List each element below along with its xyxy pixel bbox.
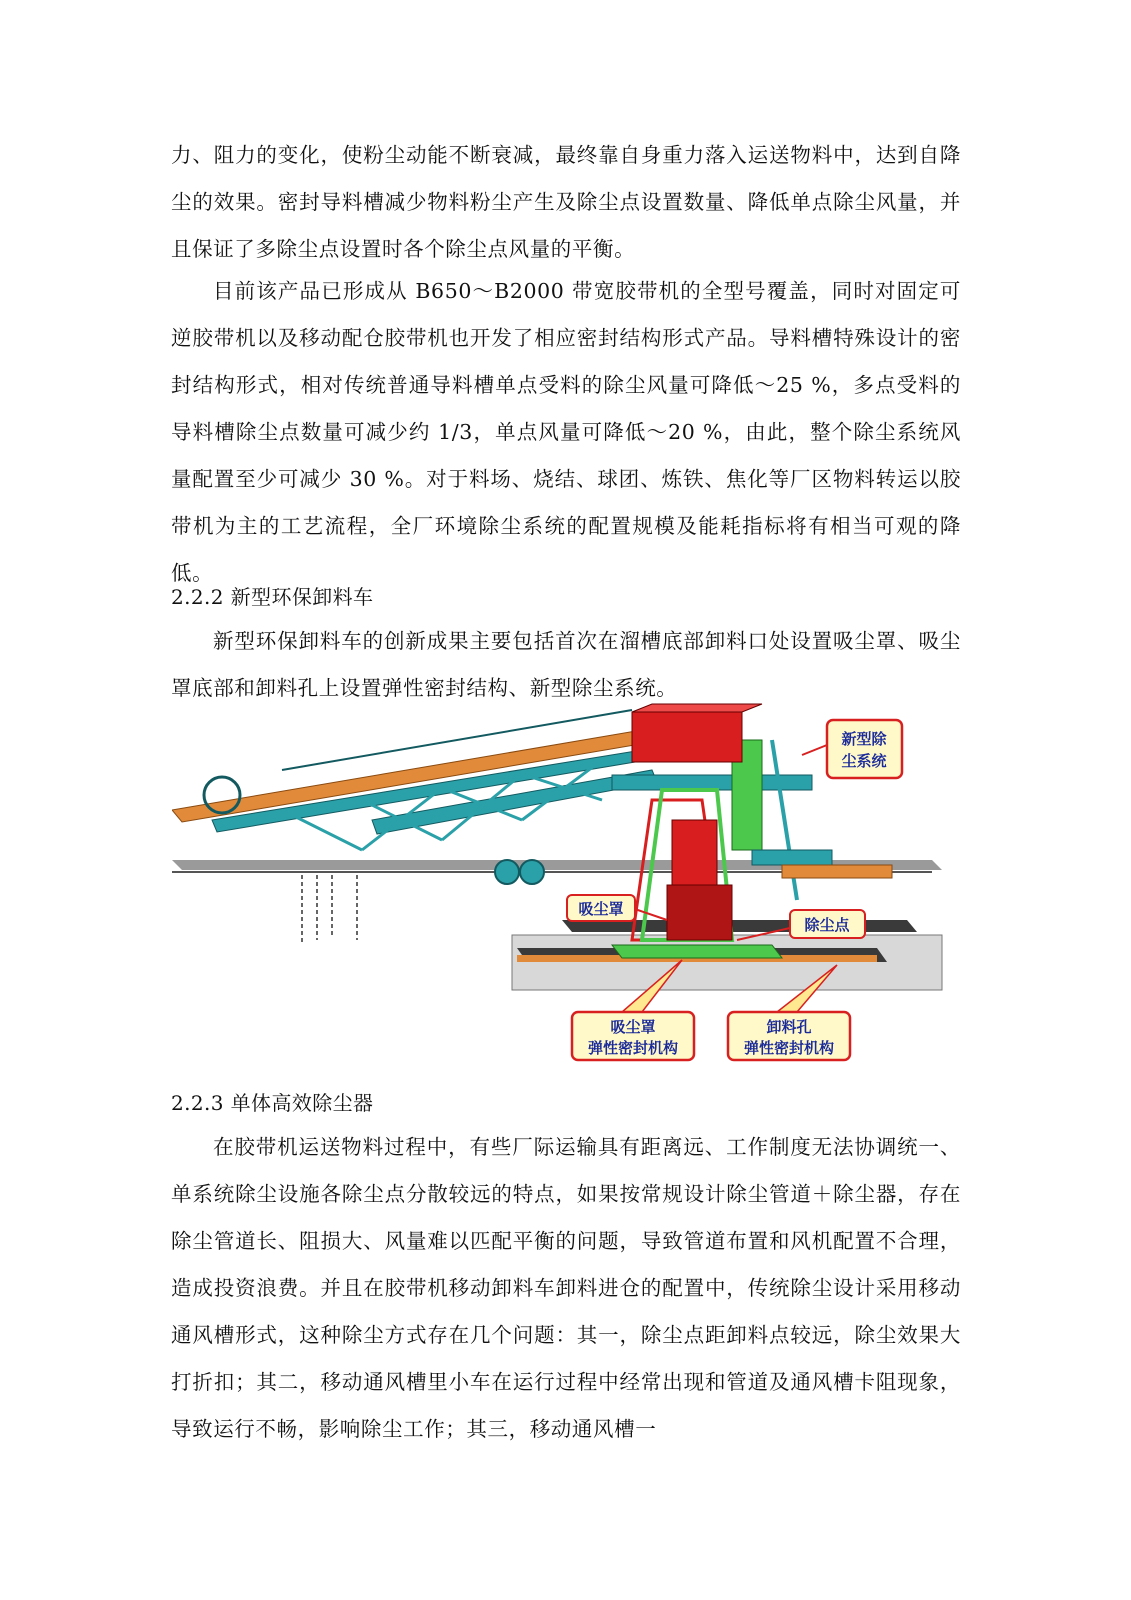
conveyor-frame <box>172 710 657 884</box>
heading-text: 2.2.3 单体高效除尘器 <box>171 1091 374 1115</box>
callout-new-dust-system-line1: 新型除 <box>841 730 887 748</box>
callout-hood-seal-line2: 弹性密封机构 <box>587 1039 679 1057</box>
callout-suction-hood-label: 吸尘罩 <box>578 900 624 918</box>
paragraph-text: 在胶带机运送物料过程中，有些厂际运输具有距离远、工作制度无法协调统一、单系统除尘设施各除尘点分散较远的特点，如果按常规设计除尘管道＋除尘器，存在除尘管道长、阻损大、风量难以匹配平衡的问题，导致管道布置和风机配置不合理，造成投资浪费。并且在胶带机移动卸料车卸料进仓的配置中，传统除尘设计采用移动通风槽形式，这种除尘方式存在几个问题：其一，除尘点距卸料点较远，除尘效果大打折扣；其二，移动通风槽里小车在运行过程中经常出现和管道及通风槽卡阻现象，导致运行不畅，影响除尘工作；其三，移动通风槽一 <box>171 1135 961 1441</box>
callout-dust-point-label: 除尘点 <box>804 916 850 934</box>
unloading-car-figure <box>172 700 952 1070</box>
callout-hood-seal-line1: 吸尘罩 <box>610 1018 656 1036</box>
paragraph-unloading-car <box>171 618 961 712</box>
support-rods <box>302 875 357 945</box>
section-heading-2-2-3 <box>171 1080 961 1127</box>
heading-text: 2.2.2 新型环保卸料车 <box>171 585 374 609</box>
dust-collector-box <box>632 704 762 762</box>
callout-hole-seal-line1: 卸料孔 <box>766 1018 812 1036</box>
callout-new-dust-system-line2: 尘系统 <box>841 752 887 770</box>
callout-hole-seal-line2: 弹性密封机构 <box>743 1039 835 1057</box>
callout-suction-hood <box>567 895 667 921</box>
paragraph-product-coverage <box>171 268 961 597</box>
paragraph-text: 目前该产品已形成从 B650～B2000 带宽胶带机的全型号覆盖，同时对固定可逆胶带机以及移动配仓胶带机也开发了相应密封结构形式产品。导料槽特殊设计的密封结构形式，相对传统普通导料槽单点受料的除尘风量可降低～25 %，多点受料的导料槽除尘点数量可减少约 1/3，单点风量可降低～20 %，由此，整个除尘系统风量配置至少可减少 30 %。对于料场、烧结、球团、炼铁、焦化等厂区物料转运以胶带机为主的工艺流程，全厂环境除尘系统的配置规模及能耗指标将有相当可观的降低。 <box>171 279 961 585</box>
paragraph-text: 新型环保卸料车的创新成果主要包括首次在溜槽底部卸料口处设置吸尘罩、吸尘罩底部和卸料孔上设置弹性密封结构、新型除尘系统。 <box>171 629 961 700</box>
paragraph-dust-settling <box>171 132 961 273</box>
callout-new-dust-system <box>802 720 902 778</box>
paragraph-single-dust-collector <box>171 1124 961 1453</box>
section-heading-2-2-2 <box>171 574 961 621</box>
paragraph-text: 力、阻力的变化，使粉尘动能不断衰减，最终靠自身重力落入运送物料中，达到自降尘的效果。密封导料槽减少物料粉尘产生及除尘点设置数量、降低单点除尘风量，并且保证了多除尘点设置时各个除尘点风量的平衡。 <box>171 143 961 261</box>
